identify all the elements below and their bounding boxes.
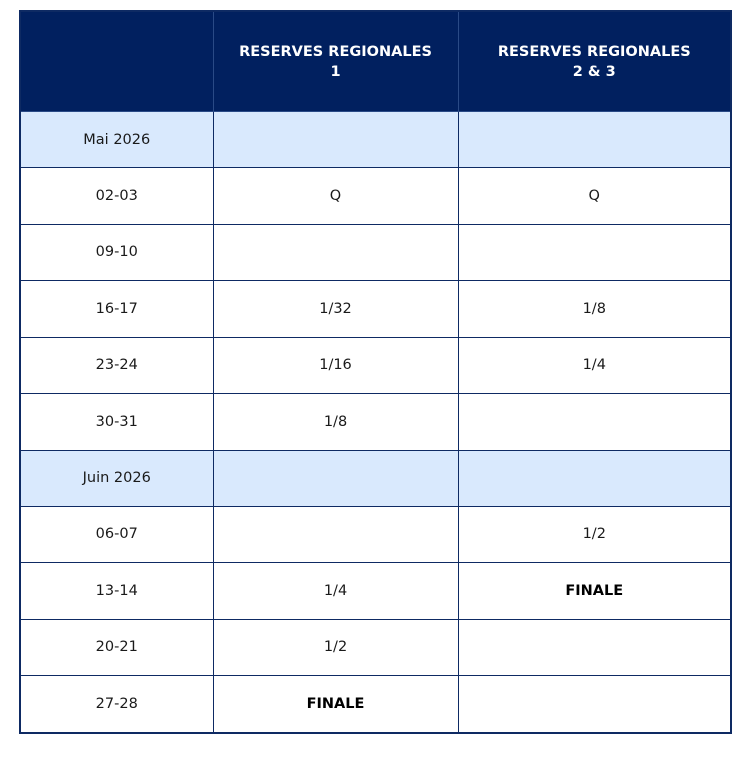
r1-cell	[213, 112, 458, 168]
schedule-table	[19, 10, 732, 734]
header-r1-line-1: RESERVES REGIONALES	[239, 43, 432, 60]
header-reserves-regionales-2-3	[458, 11, 731, 112]
date-cell: 13-14	[20, 563, 213, 620]
header-row	[20, 11, 731, 112]
date-cell: Mai 2026	[20, 112, 213, 168]
date-cell: 23-24	[20, 337, 213, 394]
date-cell: 16-17	[20, 281, 213, 338]
date-cell: 09-10	[20, 224, 213, 281]
r23-cell	[458, 450, 731, 506]
header-r1-line-2: 1	[330, 63, 341, 80]
r1-cell: FINALE	[213, 676, 458, 733]
r1-cell: 1/2	[213, 619, 458, 676]
r1-cell: 1/32	[213, 281, 458, 338]
r23-cell	[458, 224, 731, 281]
date-cell: 27-28	[20, 676, 213, 733]
month-row	[20, 112, 731, 168]
r23-cell	[458, 619, 731, 676]
r23-cell: FINALE	[458, 563, 731, 620]
r1-cell	[213, 450, 458, 506]
r23-cell	[458, 676, 731, 733]
table-row	[20, 506, 731, 563]
r1-cell	[213, 224, 458, 281]
header-reserves-regionales-1	[213, 11, 458, 112]
r1-cell: 1/4	[213, 563, 458, 620]
date-cell: 02-03	[20, 168, 213, 225]
date-cell: 20-21	[20, 619, 213, 676]
r23-cell: Q	[458, 168, 731, 225]
table-body	[20, 112, 731, 733]
table-row	[20, 224, 731, 281]
table-row	[20, 168, 731, 225]
r1-cell: 1/16	[213, 337, 458, 394]
date-cell: 30-31	[20, 394, 213, 451]
r1-cell: 1/8	[213, 394, 458, 451]
month-row	[20, 450, 731, 506]
r23-cell	[458, 394, 731, 451]
header-date-cell	[20, 11, 213, 112]
table-row	[20, 337, 731, 394]
date-cell: Juin 2026	[20, 450, 213, 506]
table-row	[20, 563, 731, 620]
header-r23-line-1: RESERVES REGIONALES	[497, 43, 691, 60]
date-cell: 06-07	[20, 506, 213, 563]
r23-cell: 1/8	[458, 281, 731, 338]
table-row	[20, 676, 731, 733]
table-row	[20, 619, 731, 676]
r23-cell: 1/2	[458, 506, 731, 563]
header-r23-line-2: 2 & 3	[572, 63, 616, 80]
table-header	[20, 11, 731, 112]
table-row	[20, 281, 731, 338]
r23-cell: 1/4	[458, 337, 731, 394]
r1-cell	[213, 506, 458, 563]
r1-cell: Q	[213, 168, 458, 225]
r23-cell	[458, 112, 731, 168]
table-row	[20, 394, 731, 451]
